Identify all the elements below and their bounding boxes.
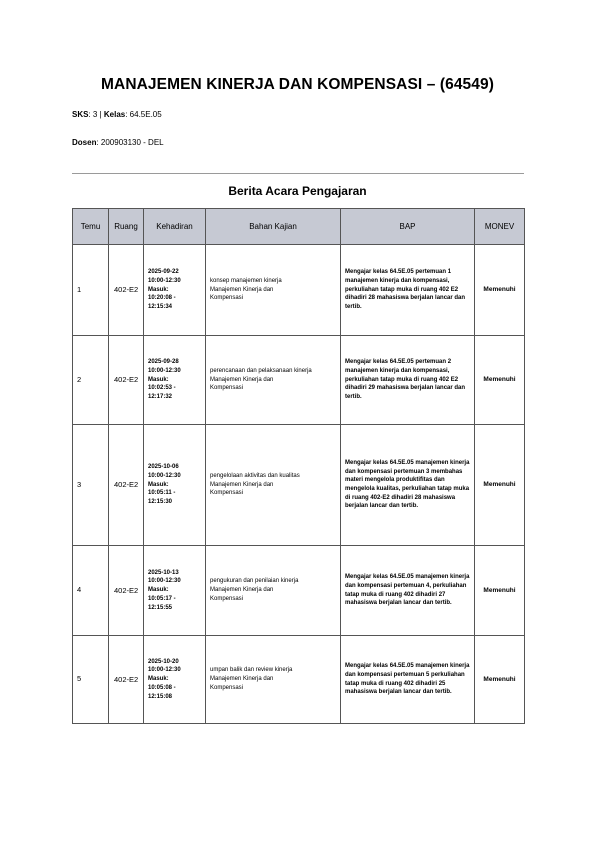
bahan-kajian-cell: umpan balik dan review kinerja Manajemen Kinerja dan Kompensasi [206,636,341,724]
table-row [73,425,525,546]
header-kehadiran: Kehadiran [144,209,206,245]
sks-value: : 3 | [88,110,104,119]
header-ruang: Ruang [109,209,144,245]
ruang-cell: 402-E2 [109,336,144,425]
lecturer-info [72,138,164,147]
kehadiran-cell: 2025-09-22 10:00-12:30 Masuk: 10:20:08 - 12:15:34 [144,245,206,336]
header-monev: MONEV [475,209,525,245]
bahan-kajian-cell: konsep manajemen kinerja Manajemen Kinerja dan Kompensasi [206,245,341,336]
course-info [72,110,162,119]
monev-cell: Memenuhi [475,425,525,546]
divider [72,173,524,174]
dosen-label: Dosen [72,138,97,147]
kehadiran-cell: 2025-10-13 10:00-12:30 Masuk: 10:05:17 - 12:15:55 [144,546,206,636]
bap-cell: Mengajar kelas 64.5E.05 pertemuan 2 manajemen kinerja dan kompensasi, perkuliahan tatap muka di ruang 402 E2 dihadiri 29 mahasiswa berjalan lancar dan tertib. [341,336,475,425]
kehadiran-cell: 2025-10-06 10:00-12:30 Masuk: 10:05:11 - 12:15:30 [144,425,206,546]
kehadiran-cell: 2025-09-28 10:00-12:30 Masuk: 10:02:53 - 12:17:32 [144,336,206,425]
table-row [73,636,525,724]
bap-cell: Mengajar kelas 64.5E.05 pertemuan 1 manajemen kinerja dan kompensasi, perkuliahan tatap muka di ruang 402 E2 dihadiri 28 mahasiswa berjalan lancar dan tertib. [341,245,475,336]
bap-cell: Mengajar kelas 64.5E.05 manajemen kinerja dan kompensasi pertemuan 3 membahas materi mengelola produktifitas dan mengelola kualitas, perkuliahan tatap muka di ruang 402-E2 dihadiri 28 mahasiswa berjalan lancar dan tertib. [341,425,475,546]
bahan-kajian-cell: pengukuran dan penilaian kinerja Manajemen Kinerja dan Kompensasi [206,546,341,636]
monev-cell: Memenuhi [475,636,525,724]
kelas-value: : 64.5E.05 [125,110,162,119]
section-title: Berita Acara Pengajaran [228,184,367,198]
ruang-cell: 402-E2 [109,636,144,724]
bahan-kajian-cell: perencanaan dan pelaksanaan kinerja Manajemen Kinerja dan Kompensasi [206,336,341,425]
header-bahan-kajian: Bahan Kajian [206,209,341,245]
bap-cell: Mengajar kelas 64.5E.05 manajemen kinerja dan kompensasi pertemuan 5 perkuliahan tatap muka di ruang 402 dihadiri 25 mahasiswa berjalan lancar dan tertib. [341,636,475,724]
monev-cell: Memenuhi [475,546,525,636]
dosen-value: : 200903130 - DEL [96,138,164,147]
header-temu: Temu [73,209,109,245]
monev-cell: Memenuhi [475,245,525,336]
table-row [73,336,525,425]
header-bap: BAP [341,209,475,245]
teaching-report-table [72,208,525,724]
table-header-row [73,209,525,245]
kelas-label: Kelas [103,110,126,119]
ruang-cell: 402-E2 [109,245,144,336]
temu-cell: 5 [73,636,109,724]
table-row [73,546,525,636]
temu-cell: 3 [73,425,109,546]
ruang-cell: 402-E2 [109,425,144,546]
sks-label: SKS [72,110,89,119]
table-row [73,245,525,336]
page-title: MANAJEMEN KINERJA DAN KOMPENSASI – (64549) [101,76,494,93]
ruang-cell: 402-E2 [109,546,144,636]
bahan-kajian-cell: pengelolaan aktivitas dan kualitas Manajemen Kinerja dan Kompensasi [206,425,341,546]
temu-cell: 1 [73,245,109,336]
kehadiran-cell: 2025-10-20 10:00-12:30 Masuk: 10:05:08 - 12:15:08 [144,636,206,724]
temu-cell: 2 [73,336,109,425]
temu-cell: 4 [73,546,109,636]
bap-cell: Mengajar kelas 64.5E.05 manajemen kinerja dan kompensasi pertemuan 4, perkuliahan tatap muka di ruang 402 dihadiri 27 mahasiswa berjalan lancar dan tertib. [341,546,475,636]
monev-cell: Memenuhi [475,336,525,425]
